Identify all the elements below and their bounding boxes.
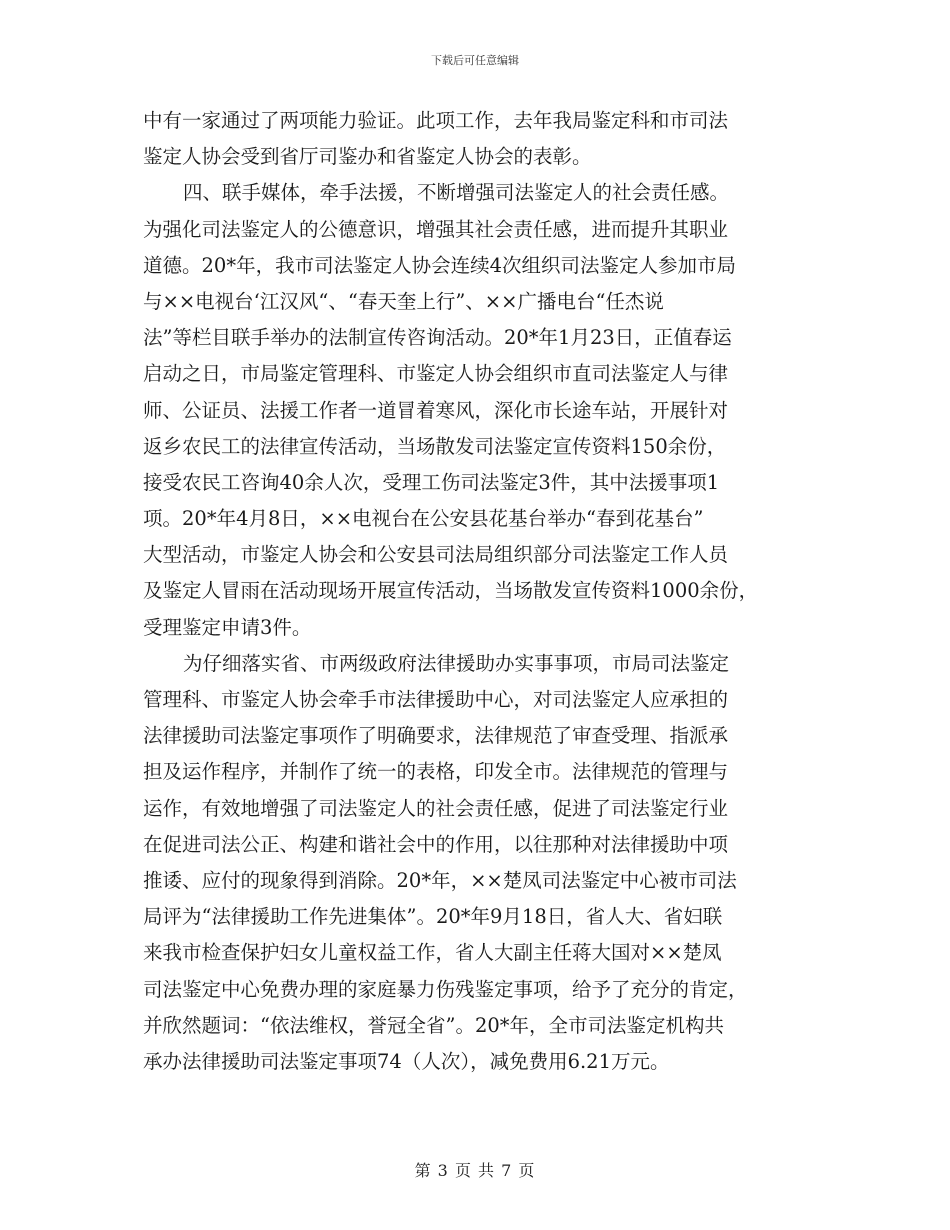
text-line: 局评为“法律援助工作先进集体”。20*年9月18日，省人大、省妇联	[143, 905, 723, 929]
text-line: 师、公证员、法援工作者一道冒着寒风，深化市长途车站，开展针对	[143, 398, 729, 422]
text-line: 法律援助司法鉴定事项作了明确要求，法律规范了审查受理、指派承	[143, 724, 729, 748]
text-line: 推诿、应付的现象得到消除。20*年，××楚凤司法鉴定中心被市司法	[143, 868, 737, 892]
text-line: 大型活动，市鉴定人协会和公安县司法局组织部分司法鉴定工作人员	[143, 543, 729, 567]
text-line: 管理科、市鉴定人协会牵手市法律援助中心，对司法鉴定人应承担的	[143, 688, 729, 711]
page-number: 第 3 页 共 7 页	[414, 1161, 536, 1180]
text-line: 法”等栏目联手举办的法制宣传咨询活动。20*年1月23日，正值春运	[143, 326, 732, 350]
text-line: 道德。20*年，我市司法鉴定人协会连续4次组织司法鉴定人参加市局	[143, 253, 736, 277]
text-line: 担及运作程序，并制作了统一的表格，印发全市。法律规范的管理与	[143, 760, 729, 784]
text-line: 启动之日，市局鉴定管理科、市鉴定人协会组织市直司法鉴定人与律	[143, 362, 729, 386]
text-line: 运作，有效地增强了司法鉴定人的社会责任感，促进了司法鉴定行业	[143, 796, 729, 820]
text-line: 与××电视台‘江汉风“、“春天奎上行”、××广播电台“任杰说	[143, 289, 664, 313]
text-line: 在促进司法公正、构建和谐社会中的作用，以往那种对法律援助中项	[143, 832, 729, 856]
text-line: 司法鉴定中心免费办理的家庭暴力伤残鉴定事项，给予了充分的肯定，	[143, 977, 748, 1001]
text-line: 返乡农民工的法律宣传活动，当场散发司法鉴定宣传资料150余份，	[143, 434, 727, 458]
text-line: 为仔细落实省、市两级政府法律援助办实事事项，市局司法鉴定	[183, 651, 730, 675]
text-line: 并欣然题词：“依法维权，誉冠全省”。20*年，全市司法鉴定机构共	[143, 1013, 725, 1037]
text-line: 承办法律援助司法鉴定事项74（人次），减免费用6.21万元。	[143, 1049, 670, 1073]
page-header: 下载后可任意编辑	[431, 54, 519, 67]
text-line: 受理鉴定申请3件。	[143, 615, 312, 639]
text-line: 接受农民工咨询40余人次，受理工伤司法鉴定3件，其中法援事项1	[143, 470, 720, 494]
text-line: 来我市检查保护妇女儿童权益工作，省人大副主任蒋大国对××楚凤	[143, 941, 722, 965]
text-line: 中有一家通过了两项能力验证。此项工作，去年我局鉴定科和市司法	[143, 109, 729, 132]
text-line: 为强化司法鉴定人的公德意识，增强其社会责任感，进而提升其职业	[143, 217, 729, 241]
text-line: 鉴定人协会受到省厅司鉴办和省鉴定人协会的表彰。	[143, 145, 592, 169]
text-line: 项。20*年4月8日，××电视台在公安县花基台举办“春到花基台”	[143, 507, 704, 531]
text-line: 及鉴定人冒雨在活动现场开展宣传活动，当场散发宣传资料1000余份，	[143, 579, 759, 603]
text-line: 四、联手媒体，牵手法援，不断增强司法鉴定人的社会责任感。	[183, 181, 730, 205]
document-body	[143, 103, 811, 1080]
